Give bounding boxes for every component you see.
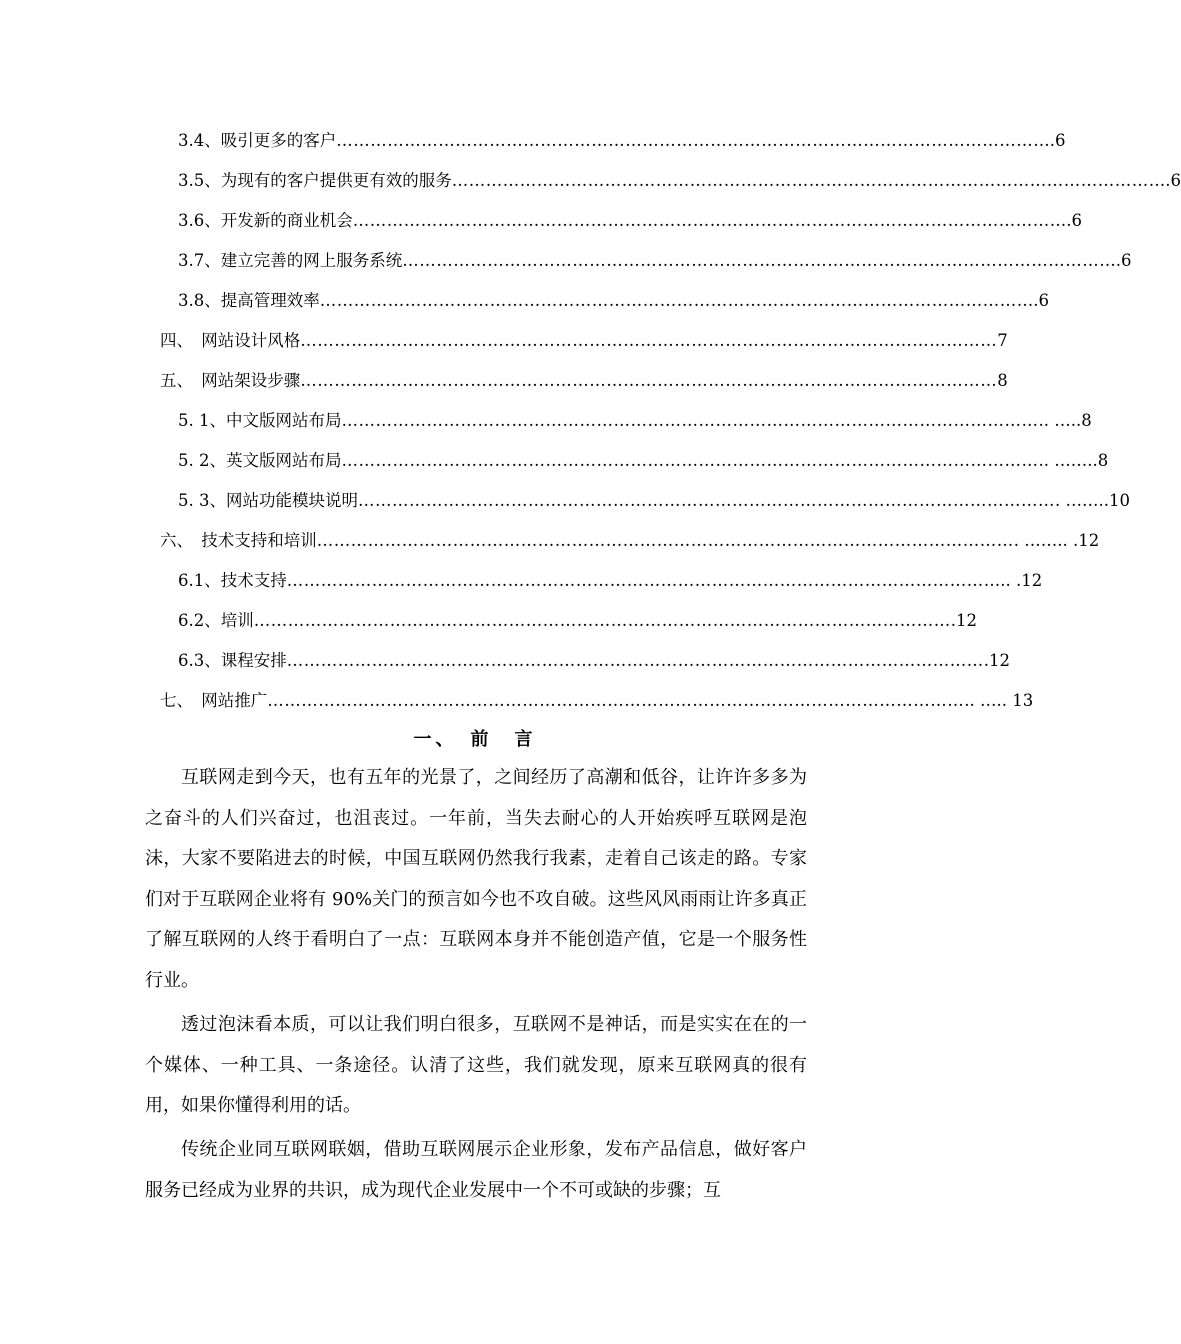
body-paragraph: 传统企业同互联网联姻，借助互联网展示企业形象，发布产品信息，做好客户服务已经成为业界的共识，成为现代企业发展中一个不可或缺的步骤；互 <box>145 1139 807 1201</box>
toc-page-number: .12 <box>983 651 1010 670</box>
toc-page-number: ….. .12 <box>983 571 1043 590</box>
toc-entry[interactable] <box>178 643 1010 683</box>
toc-leader-dots: …………………………………………………………………………………………………………… <box>358 491 1055 510</box>
toc-entry-label: 6.1、技术支持 <box>178 571 287 590</box>
toc-page-number: ….6 <box>1148 171 1181 190</box>
toc-entry[interactable] <box>178 163 1181 203</box>
toc-page-number: ….6 <box>1049 211 1082 230</box>
toc-entry-label: 5. 2、英文版网站布局 <box>178 451 342 470</box>
toc-leader-dots: …………………………………………………………………………………………………………… <box>300 371 998 390</box>
toc-leader-dots: …………………………………………………………………………………………………………… <box>341 411 1039 430</box>
toc-entry[interactable] <box>178 203 1082 243</box>
toc-entry-label: 五、 网站架设步骤 <box>160 371 301 390</box>
toc-entry-label: 四、 网站设计风格 <box>160 331 301 350</box>
toc-entry[interactable] <box>160 323 1008 363</box>
toc-entry-label: 六、 技术支持和培训 <box>160 531 317 550</box>
body-paragraph: 透过泡沫看本质，可以让我们明白很多，互联网不是神话，而是实实在在的一个媒体、一种工具、一条途径。认清了这些，我们就发现，原来互联网真的很有用，如果你懂得利用的话。 <box>145 1014 807 1116</box>
toc-entry[interactable] <box>160 363 1008 403</box>
toc-page-number: 7 <box>997 331 1008 350</box>
toc-leader-dots: …………………………………………………………………………………………………………… <box>319 291 1017 310</box>
toc-leader-dots: …………………………………………………………………………………………………………… <box>267 691 965 710</box>
toc-entry-label: 6.3、课程安排 <box>178 651 287 670</box>
toc-page-number: ….6 <box>1099 251 1132 270</box>
toc-entry-label: 5. 3、网站功能模块说明 <box>178 491 358 510</box>
toc-leader-dots: …………………………………………………………………………………………………………… <box>341 451 1039 470</box>
toc-leader-dots: …………………………………………………………………………………………………………… <box>451 171 1149 190</box>
toc-page-number: . …….. .12 <box>1013 531 1100 550</box>
toc-leader-dots: …………………………………………………………………………………………………………… <box>286 651 984 670</box>
section-heading: 一、 前 言 <box>413 729 537 750</box>
toc-leader-dots: …………………………………………………………………………………………………………… <box>352 211 1050 230</box>
toc-entry[interactable] <box>160 683 1034 723</box>
toc-entry[interactable] <box>178 403 1092 443</box>
toc-page-number: .12 <box>950 611 977 630</box>
toc-entry[interactable] <box>178 243 1132 283</box>
toc-entry-label: 3.4、吸引更多的客户 <box>178 131 337 150</box>
toc-entry[interactable] <box>178 443 1109 483</box>
toc-entry-label: 5. 1、中文版网站布局 <box>178 411 342 430</box>
toc-page-number: .. …..8 <box>1038 411 1092 430</box>
toc-page-number: . ……..10 <box>1055 491 1130 510</box>
toc-entry[interactable] <box>178 123 1066 163</box>
toc-entry-label: 3.7、建立完善的网上服务系统 <box>178 251 403 270</box>
toc-leader-dots: …………………………………………………………………………………………………………… <box>336 131 1034 150</box>
toc-leader-dots: …………………………………………………………………………………………………………… <box>402 251 1100 270</box>
toc-leader-dots: …………………………………………………………………………………………………………… <box>286 571 984 590</box>
toc-page-number: ….6 <box>1033 131 1066 150</box>
toc-page-number: .. ……..8 <box>1038 451 1109 470</box>
toc-page-number: 8 <box>997 371 1008 390</box>
toc-entry[interactable] <box>178 483 1130 523</box>
toc-entry[interactable] <box>178 603 977 643</box>
toc-entry-label: 3.8、提高管理效率 <box>178 291 320 310</box>
toc-leader-dots: …………………………………………………………………………………………………………… <box>300 331 998 350</box>
toc-leader-dots: …………………………………………………………………………………………………………… <box>253 611 951 630</box>
toc-entry[interactable] <box>178 283 1049 323</box>
toc-entry-label: 七、 网站推广 <box>160 691 268 710</box>
toc-entry[interactable] <box>160 523 1100 563</box>
toc-leader-dots: …………………………………………………………………………………………………………… <box>316 531 1014 550</box>
toc-page-number: ….6 <box>1016 291 1049 310</box>
body-paragraph: 互联网走到今天，也有五年的光景了，之间经历了高潮和低谷，让许许多多为之奋斗的人们兴奋过，也沮丧过。一年前，当失去耐心的人开始疾呼互联网是泡沫，大家不要陷进去的时候，中国互联网仍然我行我素，走着自己该走的路。专家们对于互联网企业将有 90%关门的预言如今也不攻自破。这些风风雨雨让许多真正了解互联网的人终于看明白了一点：互联网本身并不能创造产值，它是一个服务性行业。 <box>145 767 807 991</box>
toc-entry-label: 3.5、为现有的客户提供更有效的服务 <box>178 171 452 190</box>
toc-entry-label: 6.2、培训 <box>178 611 254 630</box>
toc-entry[interactable] <box>178 563 1043 603</box>
toc-entry-label: 3.6、开发新的商业机会 <box>178 211 353 230</box>
toc-page-number: .. ….. 13 <box>964 691 1034 710</box>
